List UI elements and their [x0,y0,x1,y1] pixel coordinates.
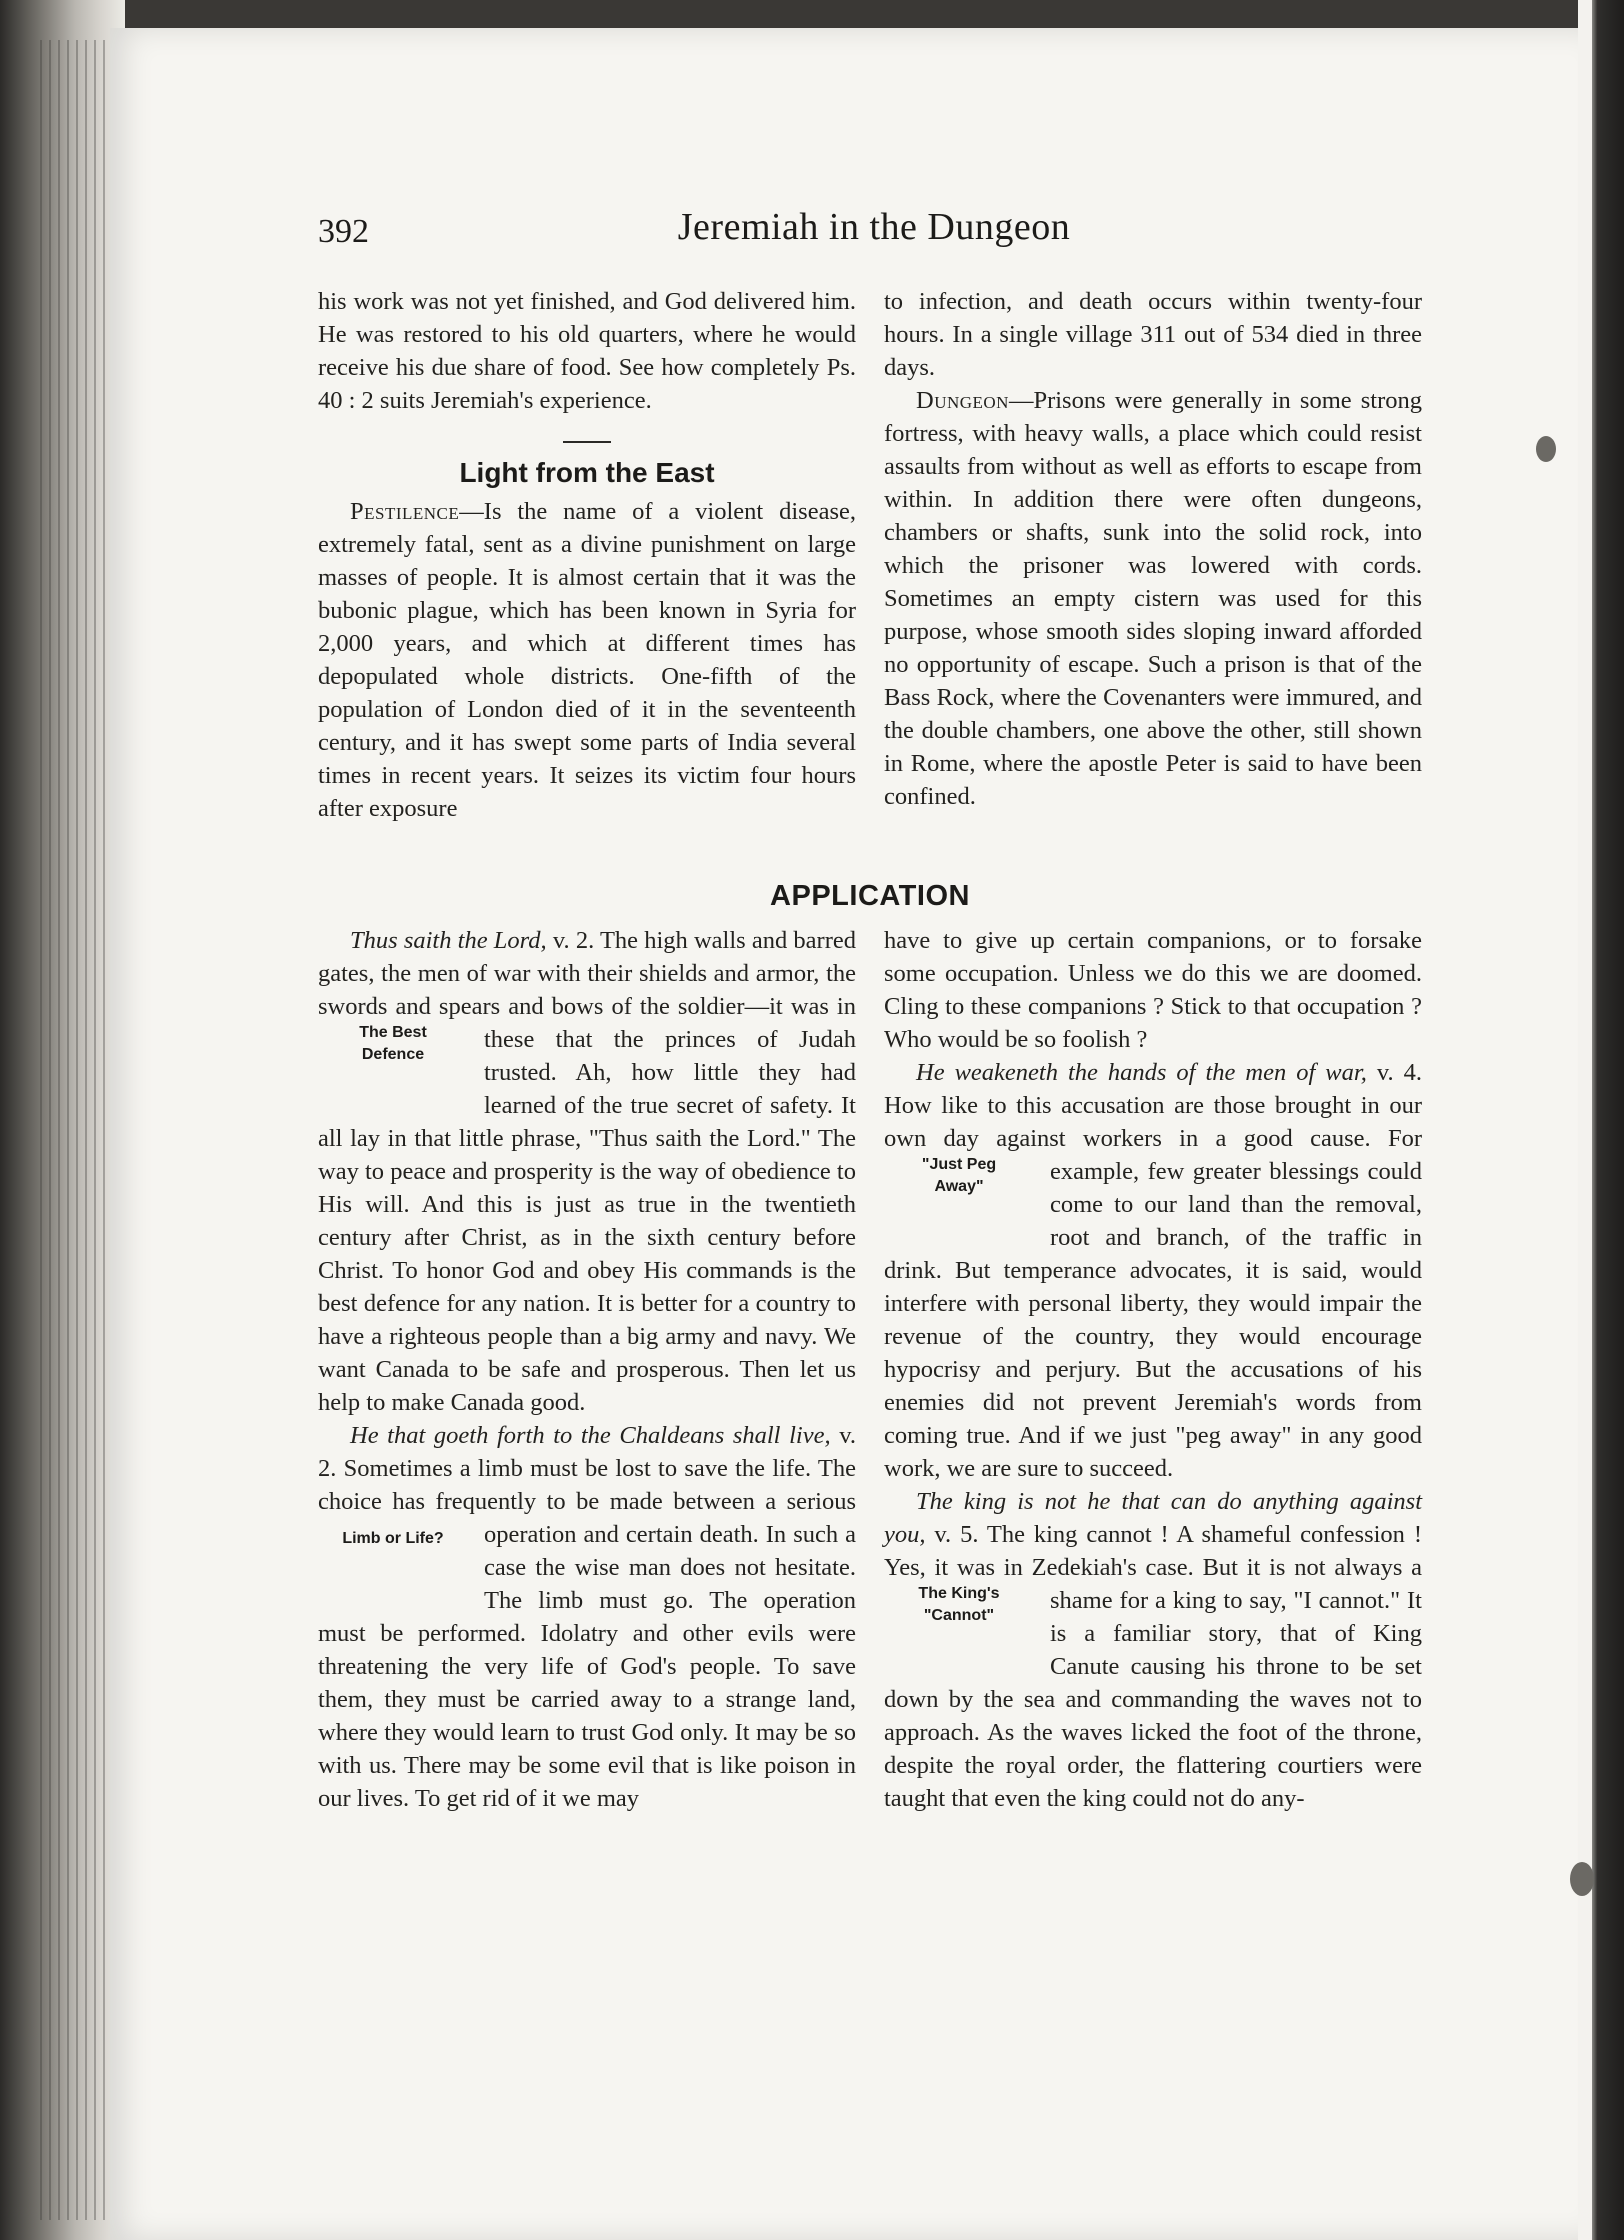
paragraph [318,495,856,825]
margin-note-line: The King's [918,1584,1000,1602]
margin-note-line: Limb or Life? [342,1529,444,1547]
paragraph: his work was not yet finished, and God delivered him. He was restored to his old quarters, where he would receive his due share of food. See how completely Ps. 40 : 2 suits Jeremiah's experience. [318,288,856,414]
paragraph [884,1056,1422,1485]
paragraph-text: —Prisons were generally in some strong fortress, with heavy walls, a place which could resist assaults from without as well as efforts to escape from within. In addition there were often dungeons, chambers or shafts, sunk into the solid rock, into which the prisoner was lowered with cords. Sometimes an empty cistern was used for this purpose, whose smooth sides sloping inward afforded no opportunity of escape. Such a prison is that of the Bass Rock, where the Covenanters were immured, and the double chambers, one above the other, still shown in Rome, where the apostle Peter is said to have been confined. [884,387,1422,810]
paragraph-text: v. 2. The high walls and barred gates, the men of war with their shields and armor, the swords and spears [318,927,856,1020]
scripture-quote: Thus saith the Lord, [350,927,547,954]
binding-hole-bottom [1570,1862,1594,1896]
section-heading: Light from the East [459,457,715,488]
right-sheet [1578,0,1592,2240]
paragraph: to infection, and death occurs within twenty-four hours. In a single village 311 out of 534 died in three days. [884,288,1422,381]
margin-note-line: "Just Peg [921,1155,997,1173]
term-label: Pestilence [350,498,460,525]
paragraph-text: v. 4. How like to this accusation are those brought in our own day against workers in a [884,1059,1422,1152]
scripture-quote: He that goeth forth to the Chaldeans shall live, [350,1422,831,1449]
running-title: Jeremiah in the Dungeon [677,206,1071,248]
margin-note-line: Defence [361,1045,425,1063]
paragraph-text: and bows of the soldier—it was in these that the princes of Judah trusted. Ah, how little they had learned of the true secret of safety. It all lay in that little phrase, "Thus saith the Lord." The way to peace and prosperity is the way of obedience to His will. And this is just as true in the twentieth century after Christ, as in the sixth century before Christ. To honor God and obey His commands is the best defence for any nation. It is better for a country to have a righteous people than a big army and navy. We want Canada to be safe and prosperous. Then let us help to make Canada good. [318,993,856,1416]
binding-hole-top [1536,436,1556,462]
paragraph-text: kiah's case. But it is not always a shame for a king to say, "I cannot." It is a familiar story, that of King Canute causing his throne to be set down by the sea and commanding the waves not to approach. As the waves licked the foot of the throne, despite the royal order, the flattering courtiers were taught that even the king could not do any- [884,1554,1422,1812]
application-heading: APPLICATION [770,880,970,912]
page-number: 392 [318,213,369,250]
left-column-bottom [318,924,856,1815]
right-column-bottom [884,924,1422,1815]
paragraph [318,1419,856,1815]
paragraph-text: v. 2. Sometimes a limb must be lost to save the life. The choice has frequently to be [318,1422,856,1515]
margin-note-line: "Cannot" [923,1606,995,1624]
margin-note-line: The Best [359,1023,427,1041]
paragraph-text: good cause. For example, few greater blessings could come to our land than the removal, root and branch, of the traffic in drink. But temperance advocates, it is said, would interfere with personal liberty, they would impair the revenue of the country, they would encourage hypocrisy and perjury. But the accusations of his enemies did not prevent Jeremiah's words from coming true. And if we just "peg away" in any good work, we are sure to succeed. [884,1125,1422,1482]
scripture-quote: The king is not he that can do anything against you, [884,1488,1422,1548]
paragraph [884,1485,1422,1815]
paragraph-text: made between a serious operation and certain death. In such a case the wise man does not hesitate. The limb must go. The operation must be performed. Idolatry and other evils were threatening the very life of God's people. To save them, they must be carried away to a strange land, where they would learn to trust God only. It may be so with us. There may be some evil that is like poison in our lives. To get rid of it we may [318,1488,856,1812]
page-header [318,205,1430,265]
page-stack-edge [40,40,120,2220]
term-label: Dungeon [916,387,1009,414]
paragraph-text: v. 5. The king cannot ! A shameful confession ! Yes, it was in Zede [884,1521,1422,1581]
paragraph [884,384,1422,813]
right-column-top [884,285,1422,813]
margin-note-line: Away" [934,1177,984,1195]
paragraph: have to give up certain companions, or to forsake some occupation. Unless we do this we are doomed. Cling to these companions ? Stick to that occupation ? Who would be so foolish ? [884,927,1422,1053]
paragraph [318,924,856,1419]
scripture-quote: He weakeneth the hands of the men of war, [916,1059,1367,1086]
paragraph-text: —Is the name of a violent disease, extremely fatal, sent as a divine punishment on large masses of people. It is almost certain that it was the bubonic plague, which has been known in Syria for 2,000 years, and which at different times has depopulated whole districts. One-fifth of the population of London died of it in the seventeenth century, and it has swept some parts of India several times in recent years. It seizes its victim four hours after exposure [318,498,856,822]
left-column-top [318,285,856,825]
section-divider [563,441,611,443]
